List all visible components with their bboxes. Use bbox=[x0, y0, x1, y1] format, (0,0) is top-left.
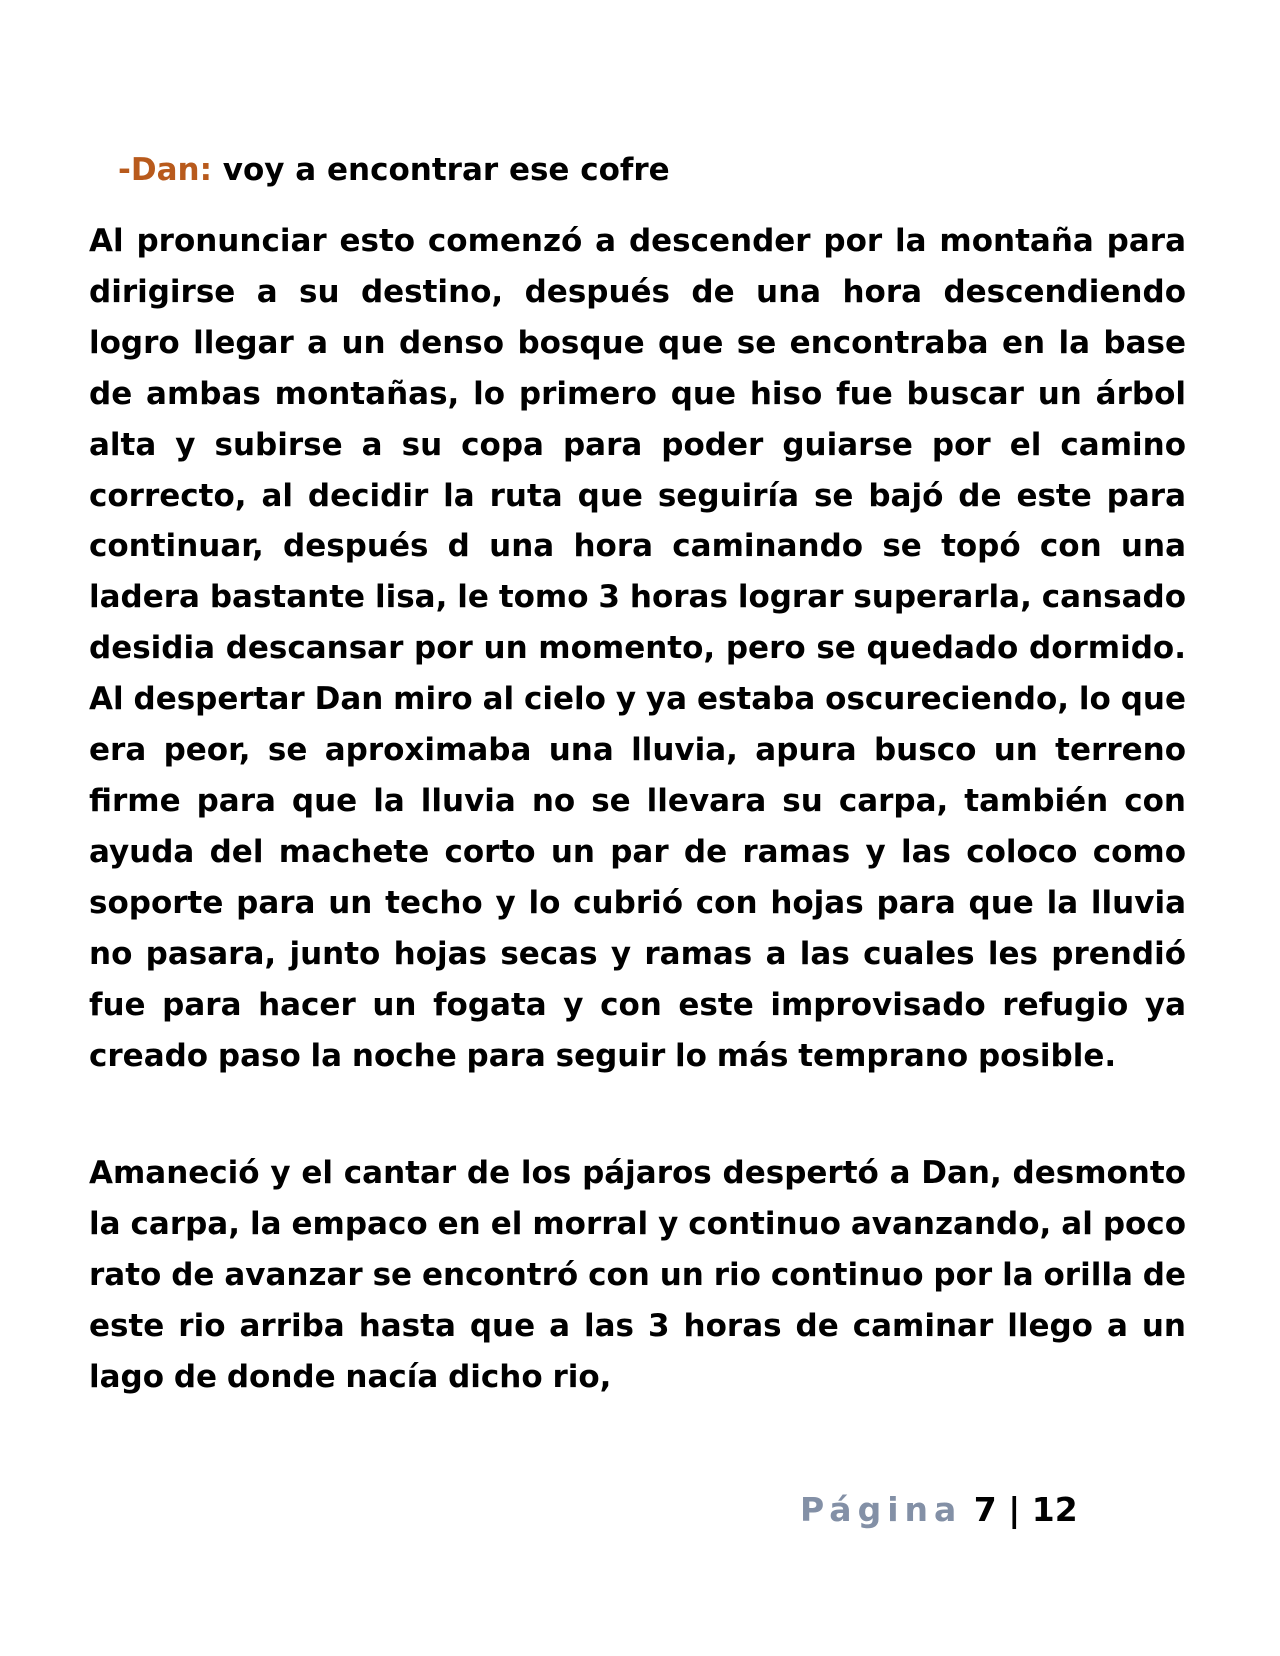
body-paragraph: Amaneció y el cantar de los pájaros despertó a Dan, desmonto la carpa, la empaco en el morral y continuo avanzando, al poco rato de avanzar se encontró con un rio continuo por la orilla de este rio arriba hasta que a las 3 horas de caminar llego a un lago de donde nacía dicho rio, bbox=[89, 1155, 1186, 1395]
body-paragraph: Al pronunciar esto comenzó a descender por la montaña para dirigirse a su destino, después de una hora descendiendo logro llegar a un denso bosque que se encontraba en la base de ambas montañas, lo primero que hiso fue buscar un árbol alta y subirse a su copa para poder guiarse por el camino correcto, al decidir la ruta que seguiría se bajó de este para continuar, después d una hora caminando se topó con una ladera bastante lisa, le tomo 3 horas lograr superarla, cansado desidia descansar por un momento, pero se quedado dormido. Al despertar Dan miro al cielo y ya estaba oscureciendo, lo que era peor, se aproximaba una lluvia, apura busco un terreno firme para que la lluvia no se llevara su carpa, también con ayuda del machete corto un par de ramas y las coloco como soporte para un techo y lo cubrió con hojas para que la lluvia no pasara, junto hojas secas y ramas a las cuales les prendió fue para hacer un fogata y con este improvisado refugio ya creado paso la noche para seguir lo más temprano posible. bbox=[89, 223, 1186, 1074]
total-pages: 12 bbox=[1031, 1490, 1078, 1529]
page-number: 7 bbox=[973, 1490, 997, 1529]
dialogue-line bbox=[118, 148, 670, 192]
dialogue-text: voy a encontrar ese cofre bbox=[222, 152, 670, 188]
speaker-name: -Dan: bbox=[118, 152, 212, 188]
page-separator: | bbox=[1008, 1490, 1021, 1529]
page-footer bbox=[800, 1490, 1078, 1529]
page-label: Página bbox=[800, 1490, 963, 1529]
